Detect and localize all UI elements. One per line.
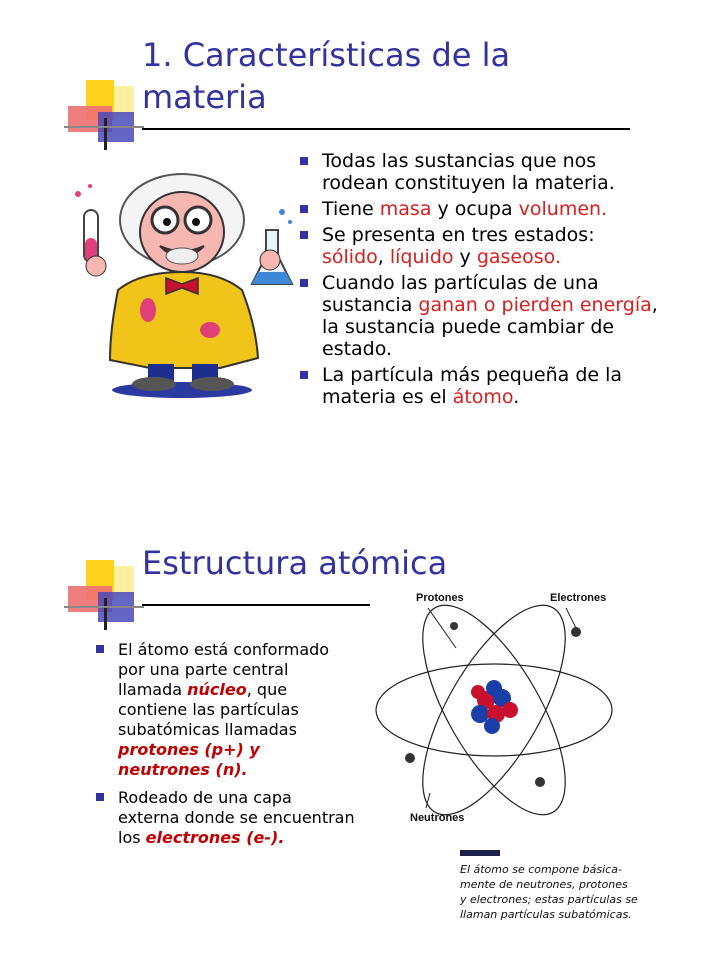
bullet-text: núcleo — [187, 680, 247, 699]
title-rule — [142, 128, 630, 130]
bullet-text: y ocupa — [431, 198, 519, 220]
bullet-text: volumen. — [518, 198, 608, 220]
bullet-text: . — [513, 386, 520, 408]
bullet-list — [300, 150, 660, 412]
scientist-illustration — [70, 160, 300, 400]
bullet-list — [96, 640, 356, 856]
bullet-marker-icon — [300, 157, 308, 165]
bullet-text: La partícula más pequeña de la materia es el — [322, 364, 623, 408]
page-title: Estructura atómica — [142, 544, 448, 582]
bullet-text: El átomo está conformado por una parte central llamada — [118, 640, 330, 699]
label-electrones: Electrones — [550, 592, 607, 604]
bullet-text: Todas las sustancias que nos rodean constituyen la materia. — [322, 150, 615, 194]
bullet-marker-icon — [300, 231, 308, 239]
page-title — [142, 34, 702, 118]
title-line-2: materia — [142, 78, 267, 116]
bullet-text: y — [453, 246, 477, 268]
atom-diagram — [370, 588, 660, 938]
bullet-item — [300, 224, 660, 268]
nucleus — [471, 680, 518, 734]
bullet-item — [300, 150, 660, 194]
bullet-text: gaseoso. — [476, 246, 561, 268]
decorative-squares — [64, 560, 144, 630]
slide-2 — [0, 480, 720, 960]
bullet-text: sólido — [322, 246, 378, 268]
electron — [571, 627, 581, 637]
bullet-marker-icon — [300, 279, 308, 287]
electron — [450, 622, 458, 630]
bullet-text: , que contiene las partículas subatómicas llamadas — [118, 680, 299, 739]
electron — [405, 753, 415, 763]
label-neutrones: Neutrones — [410, 812, 465, 824]
bullet-text: protones (p+) y neutrones (n). — [118, 740, 260, 779]
bullet-marker-icon — [96, 793, 104, 801]
bullet-text: electrones (e-). — [145, 828, 285, 847]
bullet-marker-icon — [96, 645, 104, 653]
bullet-item — [96, 640, 356, 780]
bullet-text: Rodeado de una capa externa donde se encuentran los — [118, 788, 355, 847]
bullet-text: átomo — [452, 386, 514, 408]
bullet-text: Tiene — [322, 198, 380, 220]
bullet-item — [300, 272, 660, 360]
label-protones: Protones — [416, 592, 464, 604]
bullet-item — [300, 198, 660, 220]
bullet-text: , — [377, 246, 390, 268]
decorative-squares — [64, 80, 144, 150]
bullet-item — [96, 788, 356, 848]
bullet-text: ganan o pierden energía — [418, 294, 652, 316]
bullet-text: Cuando las partículas de una sustancia — [322, 272, 599, 316]
diagram-caption: El átomo se compone básica- mente de neutrones, protones y electrones; estas partículas se llaman partículas subatómicas. — [460, 863, 638, 921]
bullet-item — [300, 364, 660, 408]
caption-bar — [460, 850, 500, 856]
bullet-marker-icon — [300, 205, 308, 213]
title-line-1: 1. Características de la — [142, 36, 511, 74]
bullet-text: , la sustancia puede cambiar de estado. — [322, 294, 658, 360]
electron — [535, 777, 545, 787]
bullet-text: masa — [379, 198, 432, 220]
bullet-marker-icon — [300, 371, 308, 379]
bullet-text: líquido — [389, 246, 454, 268]
bullet-text: Se presenta en tres estados: — [322, 224, 595, 246]
